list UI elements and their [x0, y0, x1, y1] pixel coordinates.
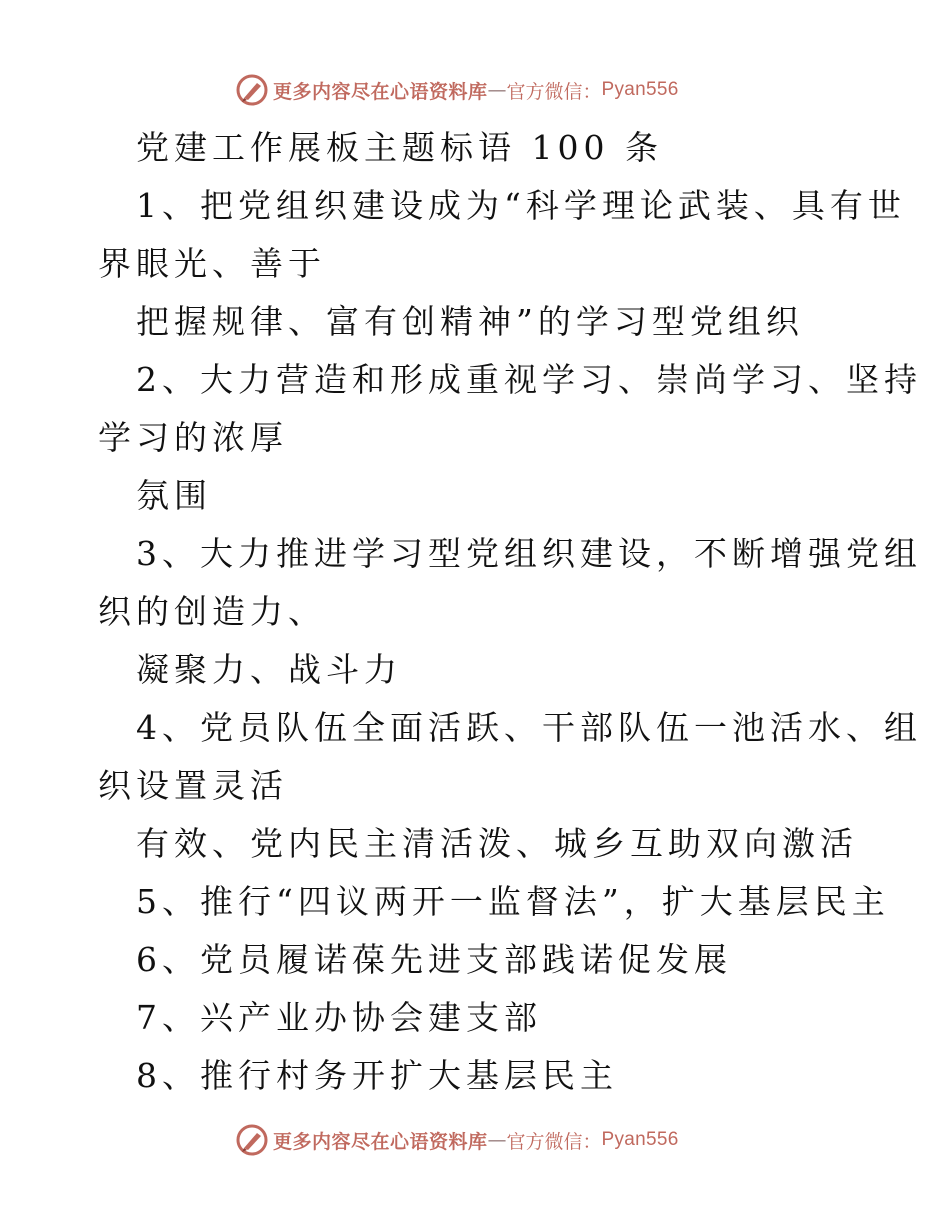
watermark-id: Pyan556	[601, 1129, 679, 1150]
watermark-header	[235, 72, 679, 108]
text-line: 界眼光、善于	[98, 244, 326, 283]
text-line: 有效、党内民主清活泼、城乡互助双向激活	[136, 824, 858, 863]
text-line: 6、党员履诺葆先进支部践诺促发展	[136, 940, 732, 979]
text-line: 4、党员队伍全面活跃、干部队伍一池活水、组	[136, 708, 922, 747]
watermark-dash: —	[487, 79, 507, 101]
pen-logo-icon	[235, 73, 269, 107]
text-line: 1、把党组织建设成为“科学理论武装、具有世	[136, 186, 906, 225]
watermark-brand: 更多内容尽在心语资料库	[273, 80, 488, 103]
text-line: 氛围	[136, 476, 212, 515]
watermark-label: 官方微信：	[506, 1130, 602, 1153]
watermark-label: 官方微信：	[506, 80, 602, 103]
watermark-brand: 更多内容尽在心语资料库	[273, 1130, 488, 1153]
text-line: 5、推行“四议两开一监督法”，扩大基层民主	[136, 882, 890, 921]
text-line: 学习的浓厚	[98, 418, 288, 457]
text-line: 把握规律、富有创精神”的学习型党组织	[136, 302, 804, 341]
watermark-dash: —	[487, 1129, 507, 1151]
document-title: 党建工作展板主题标语 100 条	[136, 128, 663, 167]
text-line: 2、大力营造和形成重视学习、崇尚学习、坚持	[136, 360, 922, 399]
watermark-footer	[235, 1122, 679, 1158]
text-line: 织设置灵活	[98, 766, 288, 805]
text-line: 凝聚力、战斗力	[136, 650, 402, 689]
text-line: 织的创造力、	[98, 592, 326, 631]
pen-logo-icon	[235, 1123, 269, 1157]
text-line: 8、推行村务开扩大基层民主	[136, 1056, 618, 1095]
text-line: 3、大力推进学习型党组织建设，不断增强党组	[136, 534, 922, 573]
text-line: 7、兴产业办协会建支部	[136, 998, 542, 1037]
watermark-id: Pyan556	[601, 79, 679, 100]
